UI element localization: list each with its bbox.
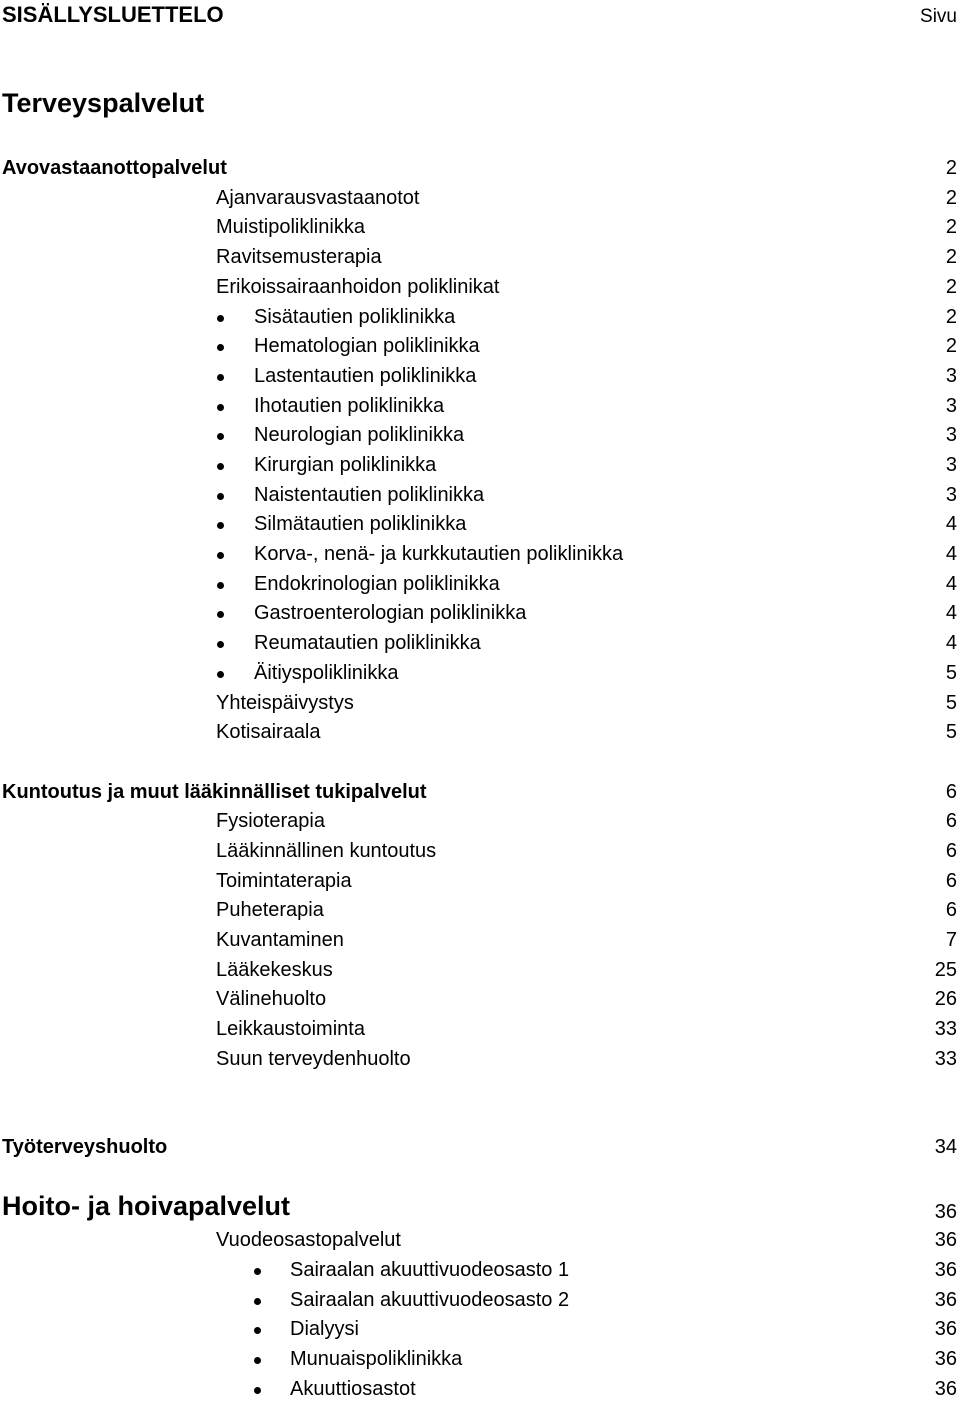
toc-entry[interactable] — [0, 897, 960, 927]
bullet-icon — [217, 404, 224, 411]
toc-bullet-entry[interactable] — [0, 660, 960, 690]
entry-label: Muistipoliklinikka — [216, 216, 365, 238]
entry-page: 36 — [934, 1348, 957, 1370]
bullet-icon — [254, 1387, 261, 1394]
entry-page: 6 — [945, 781, 957, 803]
entry-label: Gastroenterologian poliklinikka — [254, 602, 527, 624]
entry-label: Toimintaterapia — [216, 870, 352, 892]
entry-label: Sisätautien poliklinikka — [254, 306, 456, 328]
entry-page: 3 — [945, 484, 957, 506]
entry-label: Avovastaanottopalvelut — [2, 157, 227, 179]
entry-label: Kuntoutus ja muut lääkinnälliset tukipalvelut — [2, 781, 427, 803]
entry-page: 7 — [945, 929, 957, 951]
entry-label: Lastentautien poliklinikka — [254, 365, 477, 387]
entry-page: 34 — [934, 1136, 957, 1158]
entry-label: Sairaalan akuuttivuodeosasto 1 — [290, 1259, 570, 1281]
toc-bullet-entry[interactable] — [0, 1316, 960, 1346]
entry-page: 3 — [945, 365, 957, 387]
toc-entry[interactable] — [0, 986, 960, 1016]
toc-entry[interactable] — [0, 274, 960, 304]
bullet-icon — [217, 315, 224, 322]
entry-label: Kirurgian poliklinikka — [254, 454, 437, 476]
toc-entry[interactable] — [0, 1227, 960, 1257]
toc-bullet-entry[interactable] — [0, 511, 960, 541]
entry-label: Reumatautien poliklinikka — [254, 632, 481, 654]
bullet-icon — [217, 671, 224, 678]
entry-page: 3 — [945, 454, 957, 476]
bullet-icon — [254, 1327, 261, 1334]
entry-page: 2 — [945, 306, 957, 328]
bullet-icon — [217, 552, 224, 559]
entry-label: Korva-, nenä- ja kurkkutautien poliklinikka — [254, 543, 624, 565]
entry-page: 36 — [934, 1229, 957, 1251]
toc-bullet-entry[interactable] — [0, 630, 960, 660]
toc-bullet-entry[interactable] — [0, 333, 960, 363]
entry-label: Puheterapia — [216, 899, 324, 921]
entry-page: 3 — [945, 395, 957, 417]
entry-page: 2 — [945, 187, 957, 209]
entry-page: 6 — [945, 899, 957, 921]
bullet-icon — [217, 493, 224, 500]
entry-page: 4 — [945, 632, 957, 654]
bullet-icon — [217, 433, 224, 440]
entry-label: Kuvantaminen — [216, 929, 344, 951]
entry-label: Ravitsemusterapia — [216, 246, 382, 268]
toc-entry[interactable] — [0, 868, 960, 898]
entry-page: 2 — [945, 276, 957, 298]
toc-bullet-entry[interactable] — [0, 1287, 960, 1317]
entry-page: 26 — [934, 988, 957, 1010]
entry-page: 2 — [945, 335, 957, 357]
entry-label: Silmätautien poliklinikka — [254, 513, 467, 535]
entry-page: 36 — [934, 1378, 957, 1400]
entry-label: Ihotautien poliklinikka — [254, 395, 445, 417]
bullet-icon — [217, 344, 224, 351]
entry-label: Neurologian poliklinikka — [254, 424, 465, 446]
entry-page: 33 — [934, 1048, 957, 1070]
toc-bullet-entry[interactable] — [0, 482, 960, 512]
toc-bullet-entry[interactable] — [0, 1376, 960, 1406]
entry-page: 36 — [934, 1318, 957, 1340]
entry-page: 36 — [934, 1201, 957, 1223]
entry-label: Naistentautien poliklinikka — [254, 484, 485, 506]
toc-entry[interactable] — [0, 838, 960, 868]
toc-entry[interactable] — [0, 719, 960, 749]
toc-bullet-entry[interactable] — [0, 304, 960, 334]
toc-section-entry[interactable] — [0, 1134, 960, 1164]
entry-label: Työterveyshuolto — [2, 1136, 168, 1158]
toc-section-entry[interactable] — [0, 155, 960, 185]
bullet-icon — [217, 582, 224, 589]
entry-page: 5 — [945, 662, 957, 684]
entry-label: Endokrinologian poliklinikka — [254, 573, 500, 595]
toc-entry[interactable] — [0, 808, 960, 838]
bullet-icon — [254, 1298, 261, 1305]
toc-entry[interactable] — [0, 957, 960, 987]
entry-label: Erikoissairaanhoidon poliklinikat — [216, 276, 500, 298]
entry-label: Dialyysi — [290, 1318, 359, 1340]
entry-page: 4 — [945, 602, 957, 624]
entry-page: 6 — [945, 810, 957, 832]
page-column-label: Sivu — [920, 6, 957, 27]
entry-page: 6 — [945, 840, 957, 862]
toc-bullet-entry[interactable] — [0, 541, 960, 571]
bullet-icon — [217, 522, 224, 529]
toc-entry[interactable] — [0, 244, 960, 274]
entry-label: Akuuttiosastot — [290, 1378, 416, 1400]
entry-page: 2 — [945, 246, 957, 268]
entry-page: 5 — [945, 692, 957, 714]
bullet-icon — [217, 611, 224, 618]
entry-label: Munuaispoliklinikka — [290, 1348, 463, 1370]
entry-page: 36 — [934, 1259, 957, 1281]
bullet-icon — [217, 463, 224, 470]
entry-label: Yhteispäivystys — [216, 692, 354, 714]
toc-bullet-entry[interactable] — [0, 1257, 960, 1287]
entry-label: Hematologian poliklinikka — [254, 335, 480, 357]
bullet-icon — [217, 374, 224, 381]
toc-bullet-entry[interactable] — [0, 422, 960, 452]
toc-bullet-entry[interactable] — [0, 571, 960, 601]
entry-page: 2 — [945, 216, 957, 238]
entry-page: 5 — [945, 721, 957, 743]
entry-label: Äitiyspoliklinikka — [254, 662, 399, 684]
entry-label: Leikkaustoiminta — [216, 1018, 365, 1040]
entry-page: 4 — [945, 543, 957, 565]
toc-entry[interactable] — [0, 927, 960, 957]
entry-page: 25 — [934, 959, 957, 981]
toc-bullet-entry[interactable] — [0, 600, 960, 630]
toc-heading: SISÄLLYSLUETTELO — [2, 2, 224, 27]
entry-page: 4 — [945, 513, 957, 535]
toc-bullet-entry[interactable] — [0, 363, 960, 393]
entry-label: Ajanvarausvastaanotot — [216, 187, 420, 209]
entry-page: 33 — [934, 1018, 957, 1040]
entry-label: Sairaalan akuuttivuodeosasto 2 — [290, 1289, 570, 1311]
entry-label: Suun terveydenhuolto — [216, 1048, 411, 1070]
entry-page: 4 — [945, 573, 957, 595]
entry-page: 36 — [934, 1289, 957, 1311]
entry-label: Lääkinnällinen kuntoutus — [216, 840, 437, 862]
toc-entry[interactable] — [0, 690, 960, 720]
entry-label: Fysioterapia — [216, 810, 325, 832]
toc-chapter-entry[interactable] — [0, 1191, 960, 1227]
toc-bullet-entry[interactable] — [0, 1346, 960, 1376]
toc-bullet-entry[interactable] — [0, 393, 960, 423]
bullet-icon — [254, 1268, 261, 1275]
entry-label: Vuodeosastopalvelut — [216, 1229, 401, 1251]
entry-label: Kotisairaala — [216, 721, 321, 743]
entry-label: Lääkekeskus — [216, 959, 333, 981]
toc-section-entry[interactable] — [0, 779, 960, 809]
entry-page: 2 — [945, 157, 957, 179]
entry-page: 3 — [945, 424, 957, 446]
toc-entry[interactable] — [0, 1016, 960, 1046]
bullet-icon — [254, 1357, 261, 1364]
entry-label: Välinehuolto — [216, 988, 327, 1010]
toc-entry[interactable] — [0, 214, 960, 244]
entry-label: Hoito- ja hoivapalvelut — [2, 1191, 291, 1221]
toc-entry[interactable] — [0, 1046, 960, 1076]
toc-entry[interactable] — [0, 185, 960, 215]
bullet-icon — [217, 641, 224, 648]
main-title: Terveyspalvelut — [2, 88, 205, 118]
toc-bullet-entry[interactable] — [0, 452, 960, 482]
entry-page: 6 — [945, 870, 957, 892]
